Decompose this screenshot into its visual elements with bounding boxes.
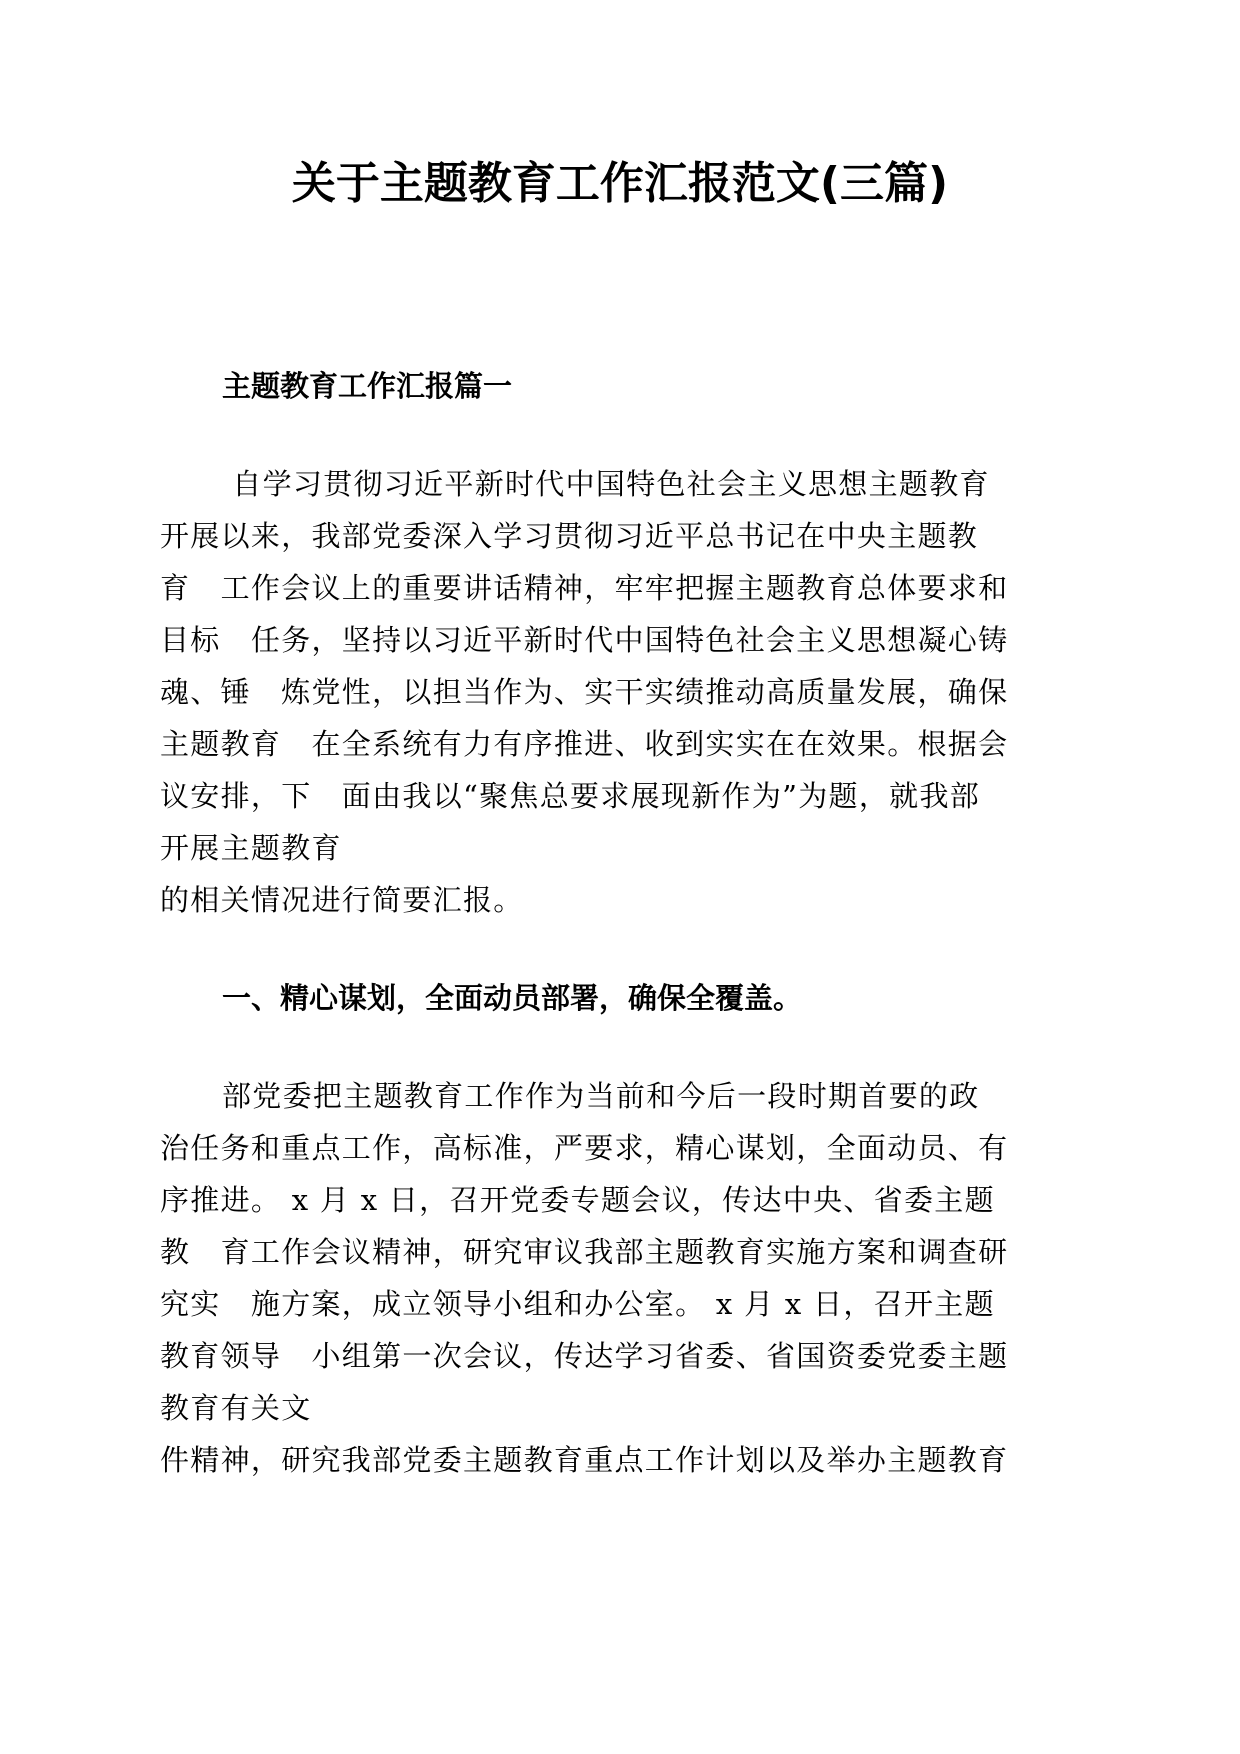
intro-paragraph-line: 目标 任务，坚持以习近平新时代中国特色社会主义思想凝心铸 — [160, 623, 1009, 657]
intro-paragraph-line: 自学习贯彻习近平新时代中国特色社会主义思想主题教育 — [202, 467, 990, 501]
point-paragraph-line: 序推进。 x 月 x 日，召开党委专题会议，传达中央、省委主题 — [160, 1183, 995, 1217]
point-paragraph-line: 教育有关文 — [160, 1391, 312, 1425]
intro-paragraph-line: 魂、锤 炼党性，以担当作为、实干实绩推动高质量发展，确保 — [160, 675, 1009, 709]
point-paragraph-line: 究实 施方案，成立领导小组和办公室。 x 月 x 日，召开主题 — [160, 1287, 995, 1321]
point-paragraph-line: 部党委把主题教育工作作为当前和今后一段时期首要的政 — [222, 1079, 980, 1113]
document-title: 关于主题教育工作汇报范文(三篇) — [291, 158, 949, 209]
point-heading: 一、精心谋划，全面动员部署，确保全覆盖。 — [222, 981, 803, 1015]
intro-paragraph-line: 开展以来，我部党委深入学习贯彻习近平总书记在中央主题教 — [160, 519, 979, 553]
intro-paragraph-line: 开展主题教育 — [160, 831, 342, 865]
intro-paragraph-line: 的相关情况进行简要汇报。 — [160, 883, 524, 917]
section-heading: 主题教育工作汇报篇一 — [222, 369, 513, 403]
intro-paragraph-line: 主题教育 在全系统有力有序推进、收到实实在在效果。根据会 — [160, 727, 1009, 761]
point-paragraph-line: 教 育工作会议精神，研究审议我部主题教育实施方案和调查研 — [160, 1235, 1009, 1269]
point-paragraph-line: 教育领导 小组第一次会议，传达学习省委、省国资委党委主题 — [160, 1339, 1009, 1373]
point-paragraph-line: 治任务和重点工作，高标准，严要求，精心谋划，全面动员、有 — [160, 1131, 1009, 1165]
point-paragraph-line: 件精神，研究我部党委主题教育重点工作计划以及举办主题教育 — [160, 1443, 1009, 1477]
intro-paragraph-line: 育 工作会议上的重要讲话精神，牢牢把握主题教育总体要求和 — [160, 571, 1009, 605]
intro-paragraph-line: 议安排，下 面由我以“聚焦总要求展现新作为”为题，就我部 — [160, 779, 981, 813]
